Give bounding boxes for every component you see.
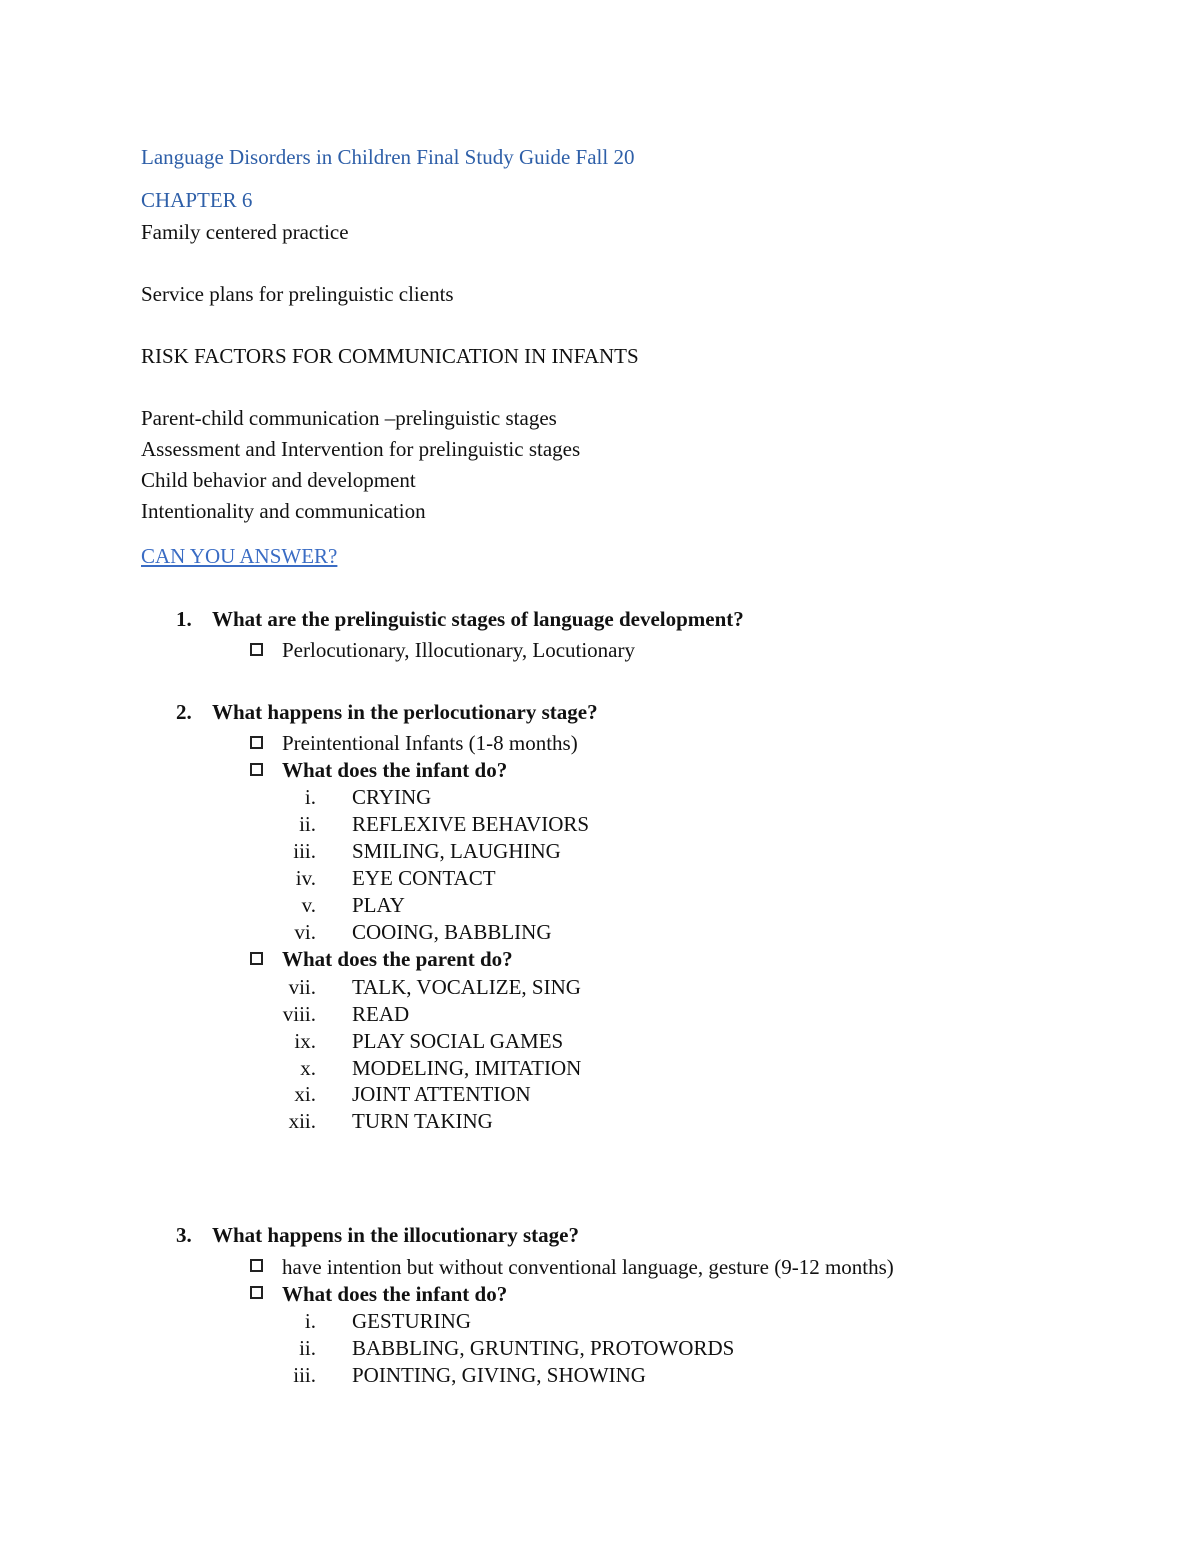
question-number: 1.	[176, 607, 192, 631]
list-item: BABBLING, GRUNTING, PROTOWORDS	[352, 1336, 735, 1360]
bullet-text: Perlocutionary, Illocutionary, Locutionary	[282, 638, 636, 662]
document-title: Language Disorders in Children Final Study Guide Fall 20	[141, 145, 635, 169]
roman-numeral: i.	[304, 785, 316, 809]
list-item: JOINT ATTENTION	[352, 1082, 531, 1106]
chapter-heading: CHAPTER 6	[141, 188, 253, 212]
roman-numeral: vii.	[288, 975, 316, 999]
roman-numeral: ix.	[294, 1029, 316, 1053]
list-item: PLAY SOCIAL GAMES	[352, 1029, 564, 1053]
topic-line: Intentionality and communication	[141, 499, 426, 523]
roman-numeral: ii.	[299, 1336, 316, 1360]
sub-heading: What does the infant do?	[282, 758, 508, 782]
list-item: TURN TAKING	[352, 1109, 493, 1133]
list-item: MODELING, IMITATION	[352, 1056, 582, 1080]
checkbox-icon	[250, 1286, 263, 1299]
list-item: SMILING, LAUGHING	[352, 839, 561, 863]
topic-line: Service plans for prelinguistic clients	[141, 282, 454, 306]
roman-numeral: i.	[304, 1309, 316, 1333]
question-number: 2.	[176, 700, 192, 724]
question-text: What happens in the perlocutionary stage?	[212, 700, 598, 724]
roman-numeral: v.	[301, 893, 316, 917]
roman-numeral: ii.	[299, 812, 316, 836]
list-item: CRYING	[352, 785, 432, 809]
roman-numeral: xii.	[288, 1109, 316, 1133]
question-number: 3.	[176, 1223, 192, 1247]
topic-line: RISK FACTORS FOR COMMUNICATION IN INFANTS	[141, 344, 639, 368]
checkbox-icon	[250, 643, 263, 656]
roman-numeral: viii.	[282, 1002, 316, 1026]
topic-line: Assessment and Intervention for prelinguistic stages	[141, 437, 581, 461]
bullet-text: Preintentional Infants (1-8 months)	[282, 731, 578, 755]
checkbox-icon	[250, 763, 263, 776]
question-text: What happens in the illocutionary stage?	[212, 1223, 579, 1247]
list-item: EYE CONTACT	[352, 866, 496, 890]
topic-line: Parent-child communication –prelinguistic stages	[141, 406, 557, 430]
checkbox-icon	[250, 736, 263, 749]
list-item: COOING, BABBLING	[352, 920, 552, 944]
list-item: GESTURING	[352, 1309, 471, 1333]
list-item: TALK, VOCALIZE, SING	[352, 975, 581, 999]
sub-heading: What does the parent do?	[282, 947, 513, 971]
checkbox-icon	[250, 952, 263, 965]
checkbox-icon	[250, 1259, 263, 1272]
roman-numeral: vi.	[294, 920, 316, 944]
question-text: What are the prelinguistic stages of language development?	[212, 607, 744, 631]
roman-numeral: iii.	[293, 1363, 316, 1387]
sub-heading: What does the infant do?	[282, 1282, 508, 1306]
roman-numeral: x.	[300, 1056, 316, 1080]
list-item: REFLEXIVE BEHAVIORS	[352, 812, 590, 836]
roman-numeral: xi.	[294, 1082, 316, 1106]
list-item: POINTING, GIVING, SHOWING	[352, 1363, 646, 1387]
can-you-answer-link[interactable]: CAN YOU ANSWER?	[141, 544, 338, 568]
topic-line: Child behavior and development	[141, 468, 416, 492]
roman-numeral: iii.	[293, 839, 316, 863]
roman-numeral: iv.	[295, 866, 316, 890]
list-item: PLAY	[352, 893, 405, 917]
list-item: READ	[352, 1002, 410, 1026]
bullet-text: have intention but without conventional language, gesture (9-12 months)	[282, 1255, 894, 1279]
topic-line: Family centered practice	[141, 220, 349, 244]
